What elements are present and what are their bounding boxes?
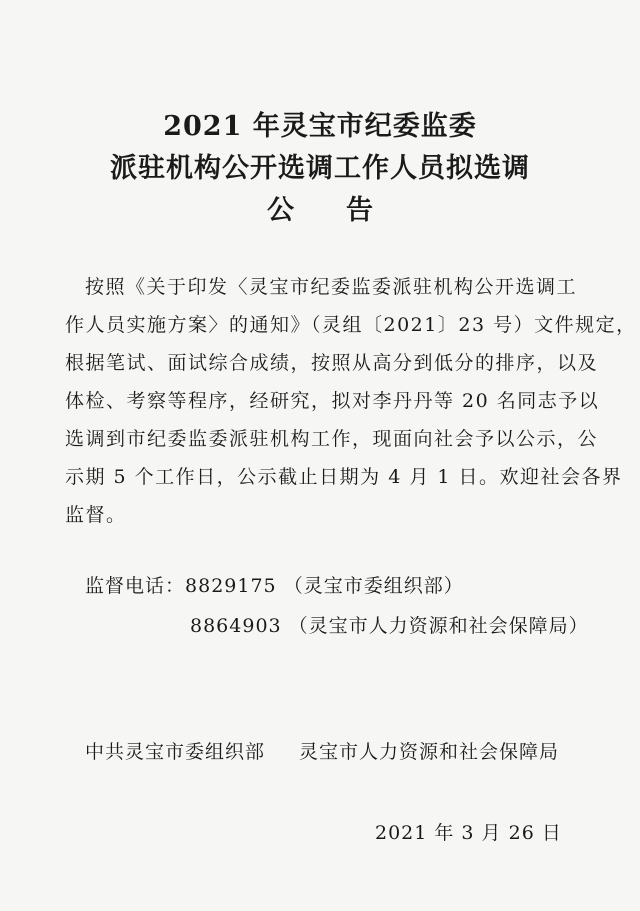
body-line: 作人员实施方案〉的通知》（灵组〔2021〕23 号）文件规定，: [65, 314, 637, 336]
title-line-2: 派驻机构公开选调工作人员拟选调: [110, 153, 530, 184]
phone-number-2: 8864903: [190, 615, 282, 637]
phone-org-1: （灵宝市委组织部）: [283, 575, 464, 597]
title-line-1: 2021 年灵宝市纪委监委: [163, 111, 477, 142]
supervision-phones: [85, 566, 589, 646]
body-paragraph: [65, 268, 637, 534]
supervision-row-2: [85, 606, 589, 646]
body-line: 监督。: [65, 504, 127, 526]
signature-orgs: [85, 737, 559, 764]
body-line: 根据笔试、面试综合成绩，按照从高分到低分的排序，以及: [65, 352, 599, 374]
notice-date: 2021 年 3 月 26 日: [375, 822, 562, 844]
body-line: 选调到市纪委监委派驻机构工作，现面向社会予以公示，公: [65, 428, 599, 450]
phone-org-2: （灵宝市人力资源和社会保障局）: [288, 615, 589, 637]
supervision-label: 监督电话：: [85, 575, 186, 597]
signature-org-1: 中共灵宝市委组织部: [85, 741, 266, 763]
phone-number-1: 8829175: [185, 575, 277, 597]
body-line: 按照《关于印发〈灵宝市纪委监委派驻机构公开选调工: [85, 276, 578, 298]
body-line: 体检、考察等程序，经研究，拟对李丹丹等 20 名同志予以: [65, 390, 600, 412]
supervision-row-1: [85, 566, 589, 606]
title-line-3: 公告: [267, 195, 425, 226]
body-line: 示期 5 个工作日，公示截止日期为 4 月 1 日。欢迎社会各界: [65, 466, 623, 488]
signature-org-2: 灵宝市人力资源和社会保障局: [299, 741, 560, 763]
